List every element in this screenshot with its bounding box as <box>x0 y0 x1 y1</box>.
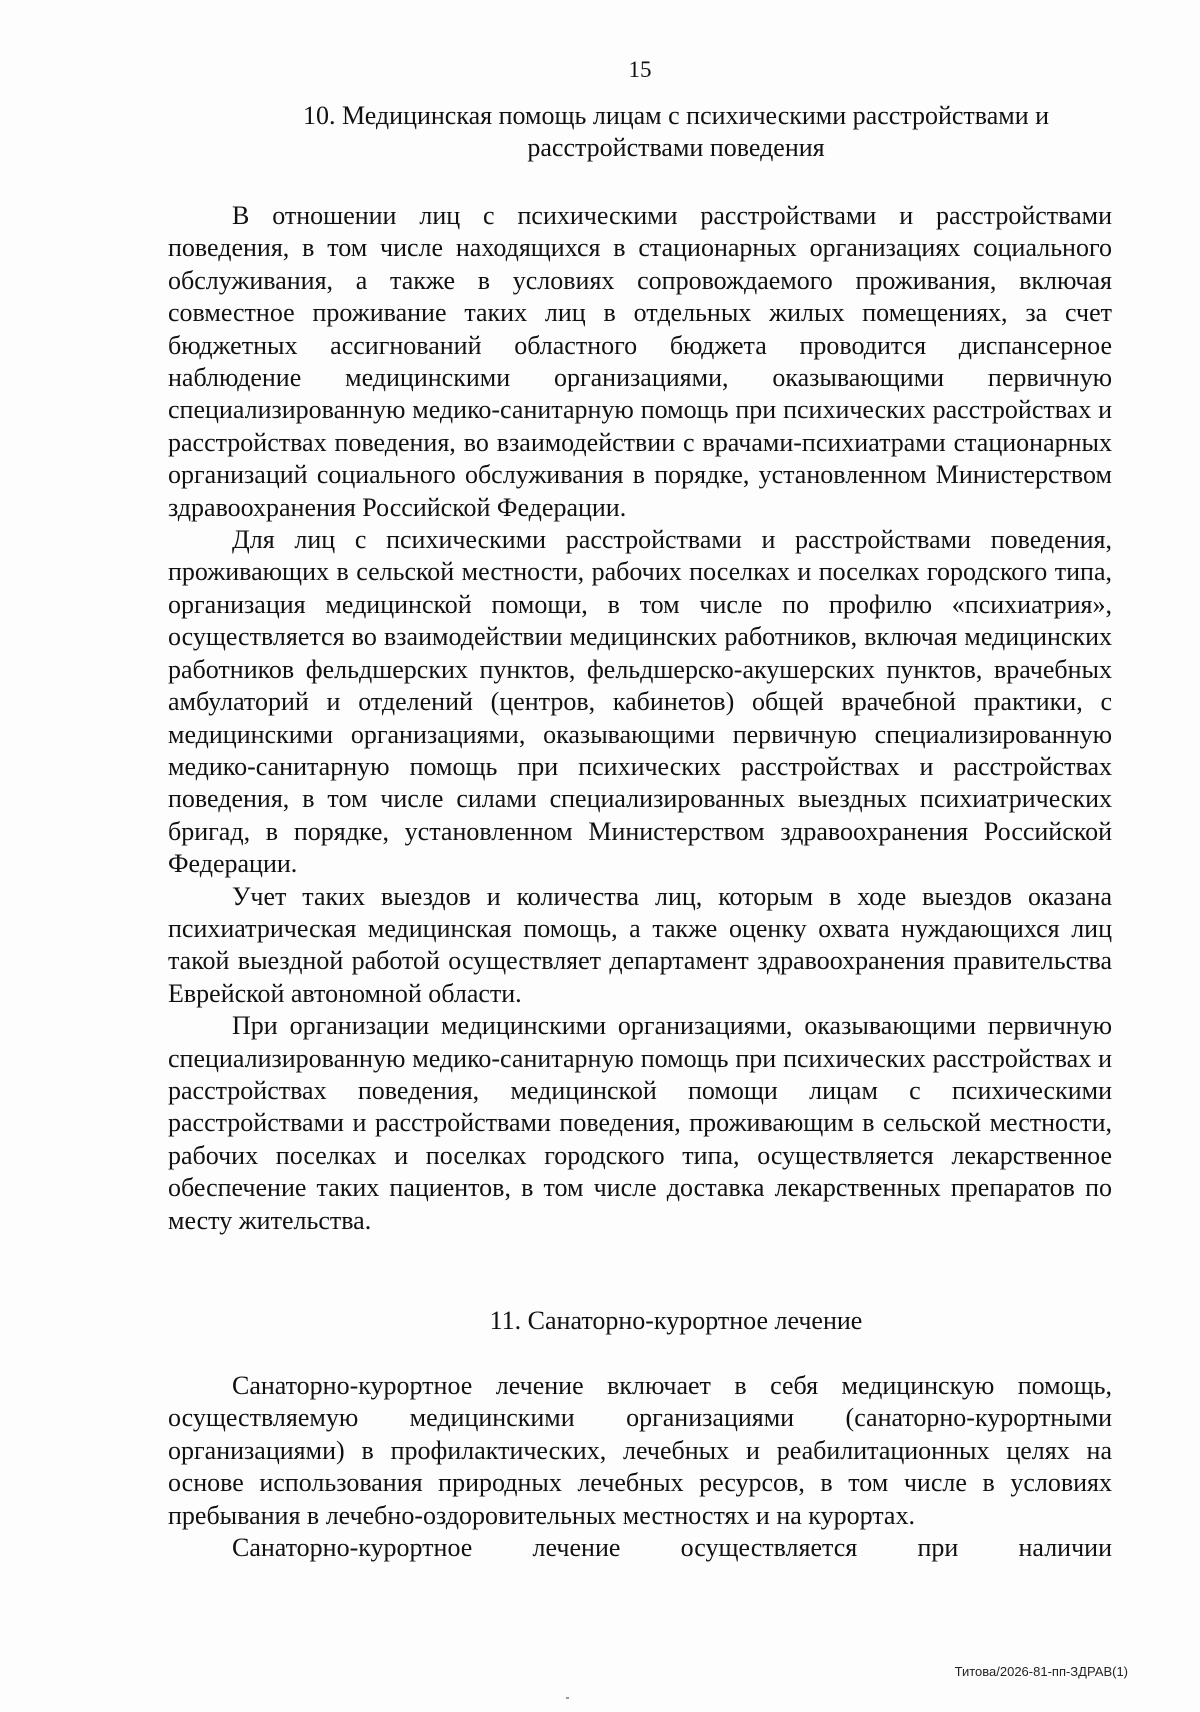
section-10-title <box>168 100 1184 164</box>
section-11-title: 11. Санаторно-курортное лечение <box>489 1306 863 1335</box>
section-10-paragraph-1: В отношении лиц с психическими расстройствами и расстройствами поведения, в том числе находящихся в стационарных организациях социального обслуживания, а также в условиях сопровождаемого проживания, включая совместное проживание таких лиц в отдельных жилых помещениях, за счет бюджетных ассигнований областного бюджета проводится диспансерное наблюдение медицинскими организациями, оказывающими первичную специализированную медико-санитарную помощь при психических расстройствах и расстройствах поведения, во взаимодействии с врачами-психиатрами стационарных организаций социального обслуживания в порядке, установленном Министерством здравоохранения Российской Федерации. <box>168 201 1112 522</box>
section-10-paragraph-3: Учет таких выездов и количества лиц, которым в ходе выездов оказана психиатрическая медицинская помощь, а также оценку охвата нуждающихся лиц такой выездной работой осуществляет департамент здравоохранения правительства Еврейской автономной области. <box>168 881 1112 1008</box>
section-11-paragraph-1: Санаторно-курортное лечение включает в себя медицинскую помощь, осуществляемую медицинскими организациями (санаторно-курортными организациями) в профилактических, лечебных и реабилитационных целях на основе использования природных лечебных ресурсов, в том числе в условиях пребывания в лечебно-оздоровительных местностях и на курортах. <box>168 1371 1112 1530</box>
section-10-paragraph-2: Для лиц с психическими расстройствами и расстройствами поведения, проживающих в сельской местности, рабочих поселках и поселках городского типа, организация медицинской помощи, в том числе по профилю «психиатрия», осуществляется во взаимодействии медицинских работников, включая медицинских работников фельдшерских пунктов, фельдшерско-акушерских пунктов, врачебных амбулаторий и отделений (центров, кабинетов) общей врачебной практики, с медицинскими организациями, оказывающими первичную специализированную медико-санитарную помощь при психических расстройствах и расстройствах поведения, в том числе силами специализированных выездных психиатрических бригад, в порядке, установленном Министерством здравоохранения Российской Федерации. <box>168 525 1112 879</box>
document-code: Титова/2026-81-пп-ЗДРАВ(1) <box>954 1664 1128 1679</box>
section-10-body <box>168 200 1112 1237</box>
scan-artifact <box>566 1697 569 1699</box>
page-number: 15 <box>628 57 652 82</box>
section-10-paragraph-4: При организации медицинскими организациями, оказывающими первичную специализированную медико-санитарную помощь при психических расстройствах и расстройствах поведения, медицинской помощи лицам с психическими расстройствами и расстройствами поведения, проживающим в сельской местности, рабочих поселках и поселках городского типа, осуществляется лекарственное обеспечение таких пациентов, в том числе доставка лекарственных препаратов по месту жительства. <box>168 1011 1112 1235</box>
section-10-title-line-2: расстройствами поведения <box>527 133 825 162</box>
section-11-paragraph-2: Санаторно-курортное лечение осуществляется при наличии <box>232 1533 1112 1563</box>
section-11-body <box>168 1370 1112 1564</box>
section-10-title-line-1: 10. Медицинская помощь лицам с психическими расстройствами и <box>302 101 1050 130</box>
